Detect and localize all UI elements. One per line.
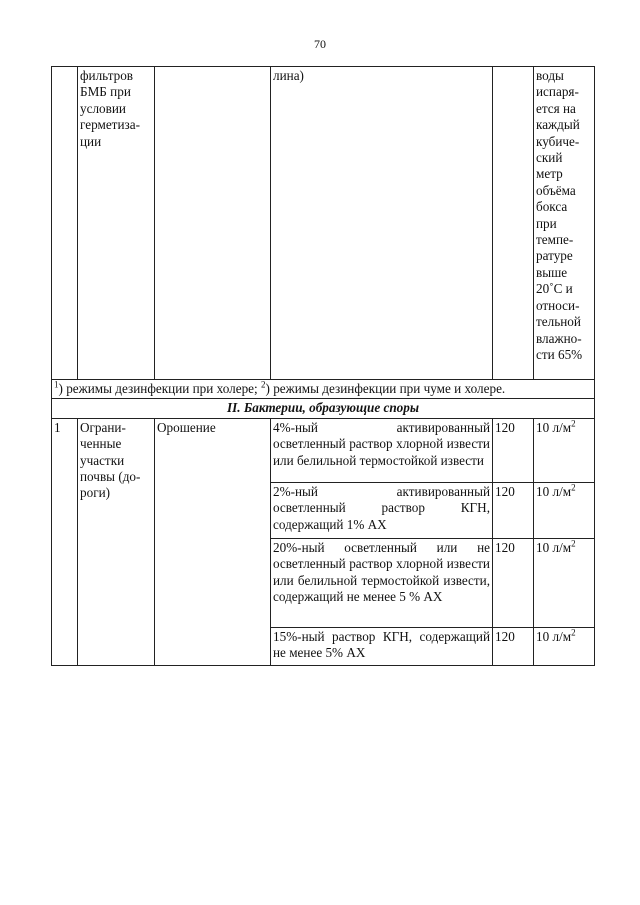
section-title: II. Бактерии, образующие споры xyxy=(52,399,595,418)
cell-agent: 20%-ный осветленный или не осветленный раствор хлорной извести или белильной термостойкой извести, содержащий не менее 5 % АХ xyxy=(271,538,493,627)
cell-agent: лина) xyxy=(271,67,493,380)
footnote-sup-1: 1 xyxy=(54,379,59,390)
cell-object: фильтров БМБ при условии герметиза- ции xyxy=(78,67,155,380)
cell-object: Ограни- ченные участки почвы (до- роги) xyxy=(78,418,155,665)
cell-consumption xyxy=(534,627,595,665)
consumption-value: 10 л/м xyxy=(536,419,572,435)
footnote-sup-2: 2 xyxy=(261,379,266,390)
cell-time: 120 xyxy=(493,418,534,482)
consumption-unit-sup: 2 xyxy=(571,418,576,429)
consumption-unit-sup: 2 xyxy=(571,627,576,638)
cell-consumption xyxy=(534,538,595,627)
cell-consumption xyxy=(534,418,595,482)
cell-agent: 2%-ный активированный осветленный раствор КГН, содержащий 1% АХ xyxy=(271,482,493,538)
regime-row xyxy=(52,418,595,482)
cell-number xyxy=(52,67,78,380)
cell-time: 120 xyxy=(493,627,534,665)
consumption-value: 10 л/м xyxy=(536,483,572,499)
cell-time xyxy=(493,67,534,380)
footnote xyxy=(52,380,595,399)
cell-number: 1 xyxy=(52,418,78,665)
consumption-unit-sup: 2 xyxy=(571,482,576,493)
consumption-value: 10 л/м xyxy=(536,539,572,555)
footnote-row xyxy=(52,380,595,399)
disinfection-table xyxy=(51,66,595,666)
cell-consumption: воды испаря- ется на каждый кубиче- ский метр объёма бокса при темпе- ратуре выше 20˚С и относи- тельной влажно- сти 65% xyxy=(534,67,595,380)
footnote-text-1: ) режимы дезинфекции при холере; xyxy=(58,381,261,396)
section-header-row xyxy=(52,399,595,418)
cell-agent: 15%-ный раствор КГН, содержащий не менее 5% АХ xyxy=(271,627,493,665)
consumption-value: 10 л/м xyxy=(536,628,572,644)
cell-consumption xyxy=(534,482,595,538)
continuation-row xyxy=(52,67,595,380)
cell-method xyxy=(155,67,271,380)
cell-method: Орошение xyxy=(155,418,271,665)
cell-time: 120 xyxy=(493,482,534,538)
cell-time: 120 xyxy=(493,538,534,627)
page-number: 70 xyxy=(314,37,326,51)
footnote-text-2: ) режимы дезинфекции при чуме и холере. xyxy=(265,381,506,396)
consumption-unit-sup: 2 xyxy=(571,538,576,549)
cell-agent: 4%-ный активированный осветленный раствор хлорной извести или белильной термостойкой извести xyxy=(271,418,493,482)
